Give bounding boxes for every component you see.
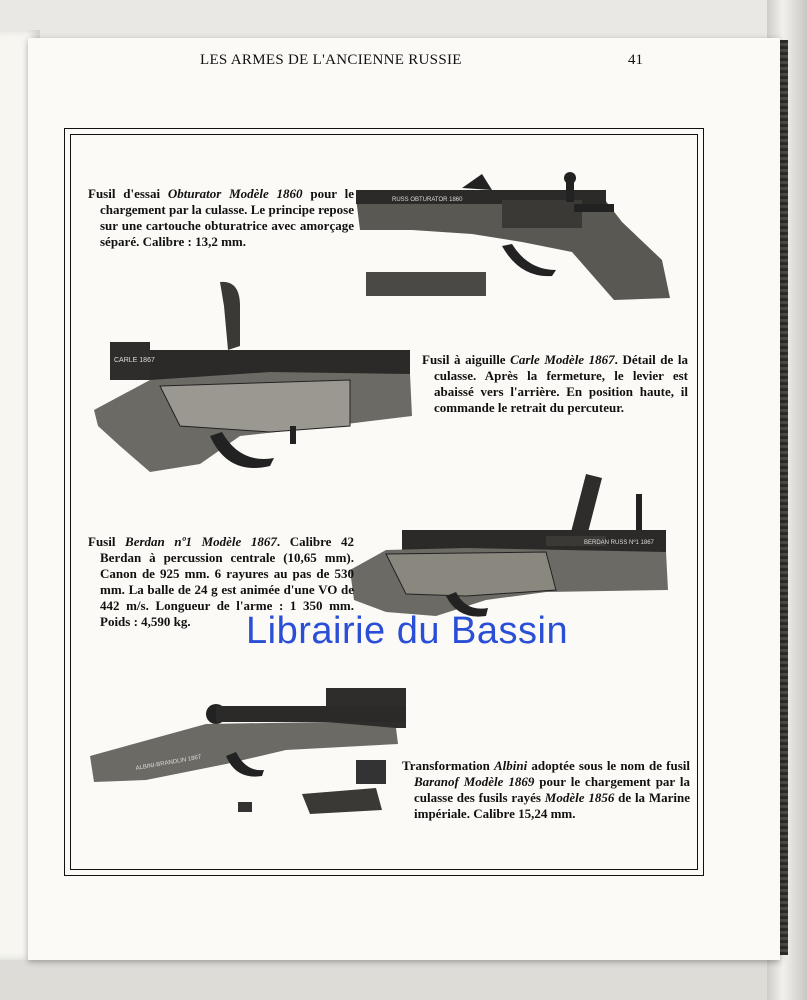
gun3-engraving: BERDAN RUSS Nº1 1867 <box>584 540 654 546</box>
caption-obturator: Fusil d'essai Obturator Modèle 1860 pour le chargement par la culasse. Le principe repose sur une cartouche obturatrice avec amorçage séparé. Calibre : 13,2 mm. <box>88 186 354 249</box>
gun1-engraving: RUSS OBTURATOR 1860 <box>392 197 463 203</box>
gun4-engraving: ALBINI-BRANDLIN 1867 <box>135 754 202 772</box>
albini-rifle-illustration <box>86 684 412 860</box>
seller-watermark: Librairie du Bassin <box>246 610 569 652</box>
running-header: LES ARMES DE L'ANCIENNE RUSSIE <box>200 52 462 68</box>
carle-rifle-illustration <box>90 276 414 476</box>
page-number: 41 <box>628 52 643 68</box>
caption-albini: Transformation Albini adoptée sous le nom de fusil Baranof Modèle 1869 pour le chargement par la culasse des fusils rayés Modèle 1856 de la Marine impériale. Calibre 15,24 mm. <box>402 758 691 821</box>
caption-carle: Fusil à aiguille Carle Modèle 1867. Détail de la culasse. Après la fermeture, le levier est abaissé vers l'arrière. En position haute, il commande le retrait du percuteur. <box>422 352 689 415</box>
caption-berdan: Fusil Berdan nº1 Modèle 1867. Calibre 42 Berdan à percussion centrale (10,65 mm). Canon de 925 mm. 6 rayures au pas de 530 mm. La balle de 24 g est animée d'une VO de 442 m/s. Longueur de l'arme : 1 350 mm. Poids : 4,590 kg. <box>88 534 354 629</box>
gun2-engraving: CARLE 1867 <box>114 357 155 364</box>
berdan-rifle-illustration <box>346 470 672 620</box>
